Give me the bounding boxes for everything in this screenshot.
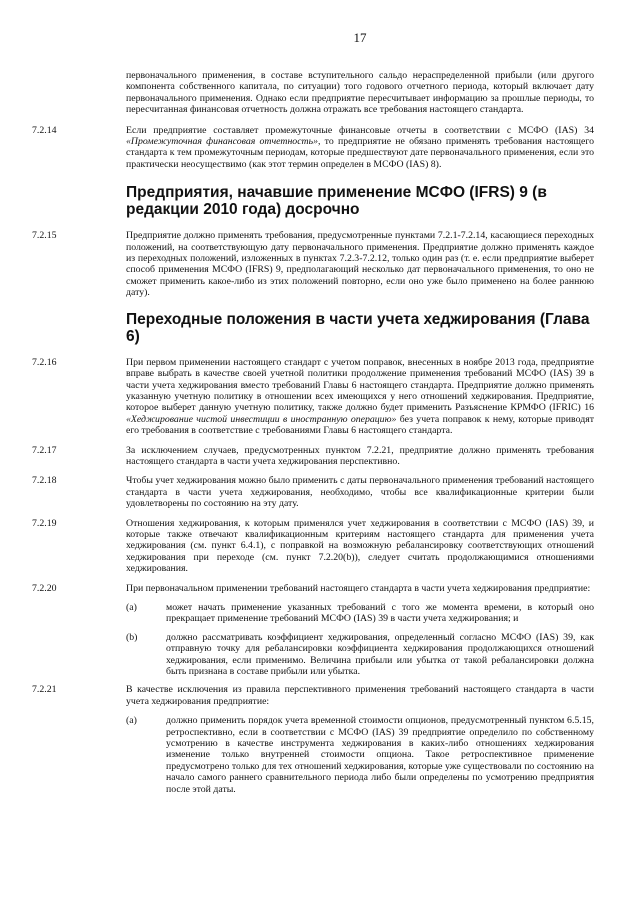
paragraph-text: без учета поправок к нему, которые приводят его требования в соответствие с требованиями Главы 6 настоящего стандарта. (126, 413, 594, 437)
paragraph-7-2-14 (32, 124, 594, 171)
paragraph-7-2-18 (32, 475, 594, 510)
paragraph-text: При первоначальном применении требований настоящего стандарта в части учета хеджирования предприятие: (126, 582, 591, 594)
paragraph-7-2-17 (32, 444, 594, 468)
paragraph-number: 7.2.16 (32, 356, 57, 368)
list-item-letter: (a) (126, 602, 137, 613)
paragraph-7-2-15 (32, 230, 594, 299)
paragraph-number: 7.2.14 (32, 124, 57, 136)
list-item-text: может начать применение указанных требований с того же момента времени, в который оно прекращает применение требований МСФО (IAS) 39 в части учета хеджирования; и (166, 602, 594, 625)
paragraph-text: За исключением случаев, предусмотренных пунктом 7.2.21, предприятие должно применять требования настоящего стандарта в части учета хеджирования перспективно. (126, 444, 594, 467)
list-item-7-2-20-a (86, 602, 594, 625)
intro-continuation: первоначального применения, в составе вступительного сальдо нераспределенной прибыли (или другого компонента собственного капитала, по ситуации) того годового отчетного периода, который включает дату первоначального применения. Однако если предприятие пересчитывает информацию за прошлые периоды, то пересчитанная финансовая отчетность должна отражать все требования настоящего стандарта. (126, 70, 594, 116)
standard-title-italic: «Промежуточная финансовая отчетность» (126, 136, 318, 148)
paragraph-text: При первом применении настоящего стандарт с учетом поправок, внесенных в ноябре 2013 года, предприятие вправе выбрать в качестве своей учетной политики продолжение применения требований МСФО (IAS) 39 в части учета хеджирования вместо требований Главы 6 настоящего стандарта. Предприятие должно применять указанную учетную политику в отношении всех имеющихся у него отношений хеджирования. Предприятие, которое выберет данную учетную политику, также должно будет применить Разъяснение КРМФО (IFRIC) 16 (126, 356, 594, 414)
paragraph-text: Если предприятие составляет промежуточные финансовые отчеты в соответствии с МСФО (IAS) 34 (126, 124, 594, 136)
paragraph-text: , то предприятие не обязано применять требования настоящего стандарта к тем промежуточным периодам, которые предшествуют дате первоначального применения, если это практически неосуществимо (как этот термин определен в МСФО (IAS) 8). (126, 136, 594, 170)
paragraph-number: 7.2.20 (32, 582, 57, 594)
paragraph-text: Чтобы учет хеджирования можно было применить с даты первоначального применения требований настоящего стандарта в части учета хеджирования, необходимо, чтобы все квалификационные критерии были удовлетворены по состоянию на эту дату. (126, 475, 594, 510)
paragraph-number: 7.2.19 (32, 517, 57, 529)
paragraph-7-2-19 (32, 517, 594, 575)
paragraph-number: 7.2.18 (32, 475, 57, 487)
paragraph-number: 7.2.17 (32, 444, 57, 456)
list-item-letter: (b) (126, 631, 138, 643)
paragraph-number: 7.2.15 (32, 230, 57, 242)
paragraph-text: В качестве исключения из правила перспективного применения требований настоящего стандарта в части учета хеджирования предприятие: (126, 684, 594, 707)
paragraph-text: Предприятие должно применять требования, предусмотренные пунктами 7.2.1-7.2.14, касающиеся переходных положений, на соответствующую дату первоначального применения. Предприятие должно применять каждое из переходных положений, изложенных в пунктах 7.2.3-7.2.12, только один раз (т. е. если предприятие выберет способ применения МСФО (IFRS) 9, предполагающий несколько дат первоначального применения, то оно не сможет применить какое-либо из этих положений повторно, если оно уже было применено на более раннюю дату). (126, 230, 594, 299)
list-item-letter: (a) (126, 715, 137, 727)
list-item-7-2-20-b (86, 632, 594, 678)
interpretation-title-italic: «Хеджирование чистой инвестиции в иностранную операцию» (126, 413, 397, 425)
paragraph-number: 7.2.21 (32, 684, 57, 696)
section-heading-hedge-transition: Переходные положения в части учета хеджирования (Глава 6) (126, 310, 590, 345)
paragraph-7-2-21 (32, 684, 594, 707)
paragraph-7-2-20 (32, 582, 594, 594)
paragraph-7-2-16 (32, 356, 594, 437)
page-number: 17 (353, 30, 367, 45)
list-item-text: должно рассматривать коэффициент хеджирования, определенный согласно МСФО (IAS) 39, как отправную точку для ребалансировки коэффициента хеджирования продолжающихся отношений хеджирования, если применимо. Величина прибыли или убытка от такой ребалансировки должна быть признана в составе прибыли или убытка. (166, 631, 594, 678)
paragraph-text: Отношения хеджирования, к которым применялся учет хеджирования в соответствии с МСФО (IAS) 39, и которые также отвечают квалификационным критериям настоящего стандарта для применения учета хеджирования (см. пункт 6.4.1), с поправкой на возможную ребалансировку соответствующих отношений хеджирования при переходе (см. пункт 7.2.20(b)), следует считать продолжающимися отношениями хеджирования. (126, 517, 594, 575)
list-item-7-2-21-a (86, 715, 594, 795)
section-heading-early-adopters: Предприятия, начавшие применение МСФО (IFRS) 9 (в редакции 2010 года) досрочно (126, 184, 547, 219)
list-item-text: должно применить порядок учета временной стоимости опционов, предусмотренный пунктом 6.5.15, ретроспективно, если в соответствии с МСФО (IAS) 39 предприятие определило по собственному усмотрению в качестве инструмента хеджирования в каких-либо отношениях хеджирования изменение только внутренней стоимости опциона. Такое ретроспективное применение предусмотрено только для тех отношений хеджирования, которые уже существовали по состоянию на начало самого раннего сравнительного периода либо были определены по усмотрению предприятия после этой даты. (166, 715, 594, 795)
